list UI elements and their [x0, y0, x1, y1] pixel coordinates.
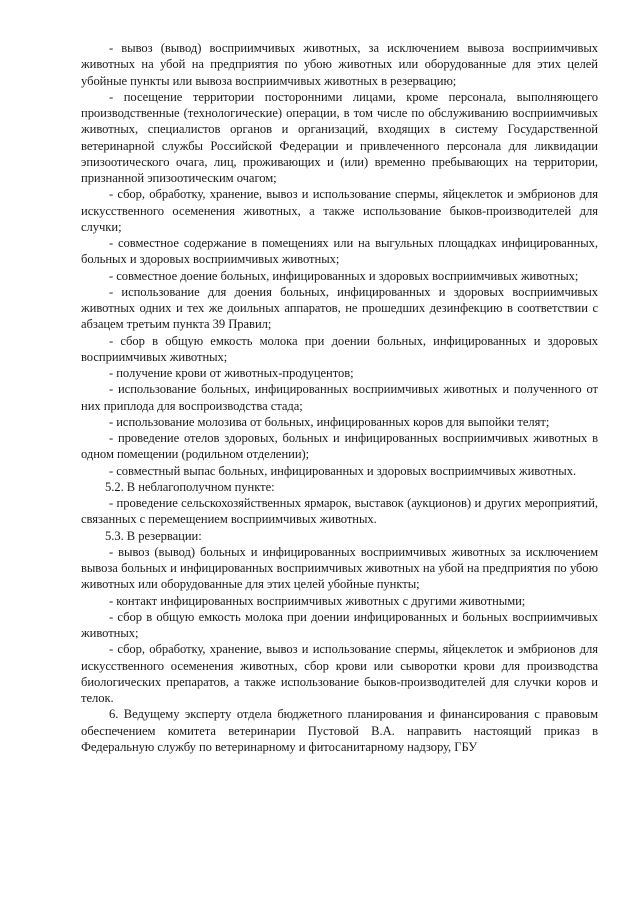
- ban-item-grazing: - совместный выпас больных, инфицированных и здоровых восприимчивых животных.: [109, 463, 577, 478]
- section-heading-5-3: 5.3. В резервации:: [105, 528, 202, 543]
- ban-item-contact: - контакт инфицированных восприимчивых животных с другими животными;: [109, 593, 526, 608]
- ban-item-joint-milking: - совместное доение больных, инфицированных и здоровых восприимчивых животных;: [109, 268, 579, 283]
- ban-item-sperm: - сбор, обработку, хранение, вывоз и использование спермы, яйцеклеток и эмбрионов для искусственного осеменения животных, а также использование быков-производителей для случки;: [81, 187, 598, 234]
- ban-item-reservation-removal: - вывоз (вывод) больных и инфицированных восприимчивых животных за исключением вывоза больных и инфицированных восприимчивых животных на убой на предприятия по убою животных или оборудованные для этих целей убойные пункты;: [81, 544, 598, 592]
- ban-item-joint-keeping: - совместное содержание в помещениях или на выгульных площадках инфицированных, больных и здоровых восприимчивых животных;: [81, 236, 598, 267]
- ban-item-calving: - проведение отелов здоровых, больных и инфицированных восприимчивых животных в одном помещении (родильном отделении);: [81, 431, 598, 462]
- ban-item-colostrum: - использование молозива от больных, инфицированных коров для выпойки телят;: [109, 414, 550, 429]
- section-heading-5-2: 5.2. В неблагополучном пункте:: [105, 479, 275, 494]
- ban-item-reproduction: - использование больных, инфицированных восприимчивых животных и полученного от них приплода для воспроизводства стада;: [81, 382, 598, 413]
- ban-item-blood: - получение крови от животных-продуцентов;: [109, 366, 354, 380]
- ban-item-reservation-milk: - сбор в общую емкость молока при доении инфицированных и больных восприимчивых животных;: [81, 609, 598, 640]
- document-page: [81, 40, 598, 755]
- ban-item-reservation-sperm: - сбор, обработку, хранение, вывоз и использование спермы, яйцеклеток и эмбрионов для искусственного осеменения животных, сбор крови или сыворотки крови для производства биологических препаратов, а также использование быков-производителей для случки коров и телок.: [81, 642, 598, 705]
- ban-item-fairs: - проведение сельскохозяйственных ярмарок, выставок (аукционов) и других мероприятий, связанных с перемещением восприимчивых животных.: [81, 496, 598, 527]
- order-item-6: 6. Ведущему эксперту отдела бюджетного планирования и финансирования с правовым обеспечением комитета ветеринарии Пустовой В.А. направить настоящий приказ в Федеральную службу по ветеринарному и фитосанитарному надзору, ГБУ: [81, 707, 598, 754]
- ban-item-milking-machines: - использование для доения больных, инфицированных и здоровых восприимчивых животных одних и тех же доильных аппаратов, не прошедших дезинфекцию в соответствии с абзацем третьим пункта 39 Правил;: [81, 284, 598, 332]
- ban-item-visiting: - посещение территории посторонними лицами, кроме персонала, выполняющего производственные (технологические) операции, в том числе по обслуживанию восприимчивых животных, специалистов органов и организаций, входящих в систему Государственной ветеринарной службы Российской Федерации и привлеченного персонала для ликвидации эпизоотического очага, лиц, проживающих и (или) временно пребывающих на территории, признанной эпизоотическим очагом;: [81, 89, 598, 185]
- ban-item-milk-collection: - сбор в общую емкость молока при доении больных, инфицированных и здоровых восприимчивых животных;: [81, 333, 598, 364]
- ban-item-removal: - вывоз (вывод) восприимчивых животных, за исключением вывоза восприимчивых животных на убой на предприятия по убою животных или оборудованные для этих целей убойные пункты или вывоза восприимчивых животных в резервацию;: [81, 41, 598, 88]
